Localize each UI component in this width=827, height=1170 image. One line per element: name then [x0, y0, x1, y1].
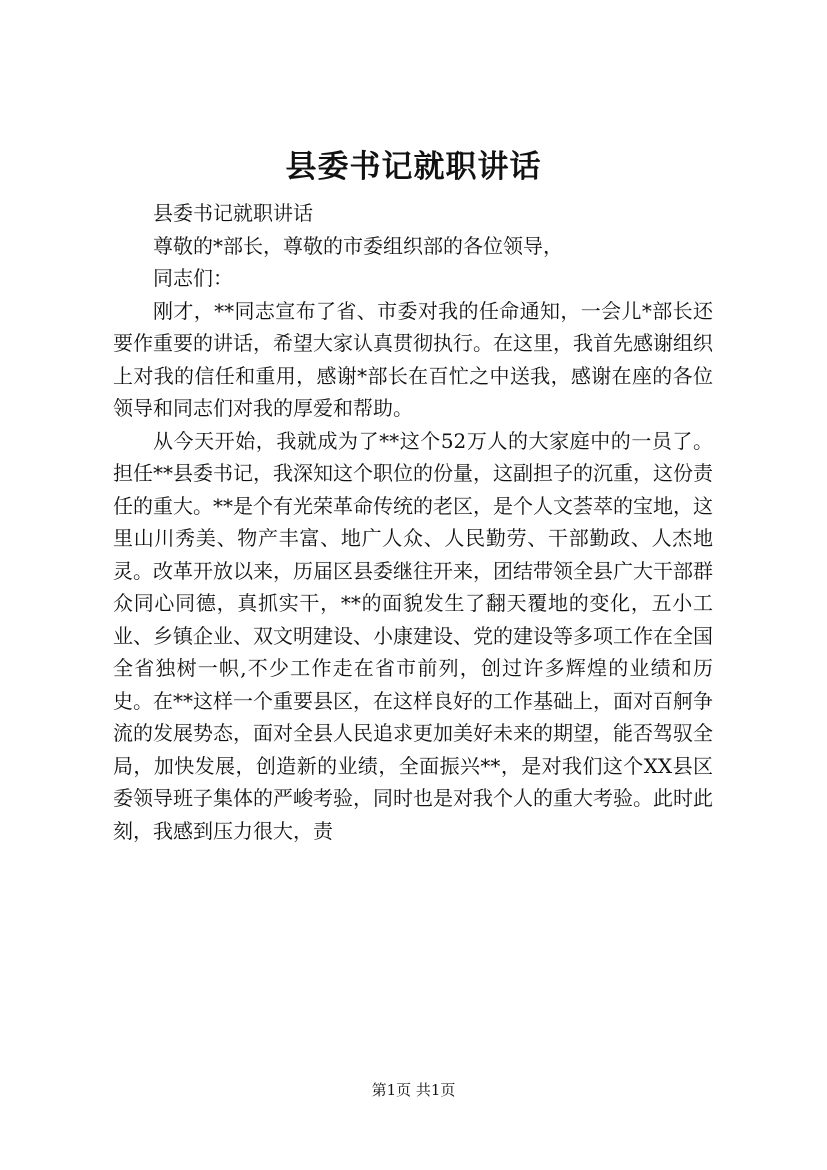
salutation-line: 尊敬的*部长，尊敬的市委组织部的各位领导， [153, 233, 563, 258]
salutation-comrades: 同志们： [153, 266, 233, 290]
document-title: 县委书记就职讲话 [285, 149, 542, 185]
document-body [113, 197, 713, 847]
paragraph-2: 从今天开始，我就成为了**这个52万人的大家庭中的一员了。担任**县委书记，我深知这个职位的份量，这副担子的沉重，这份责任的重大。**是个有光荣革命传统的老区，是个人文荟萃的宝地，这里山川秀美、物产丰富、地广人众、人民勤劳、干部勤政、人杰地灵。改革开放以来，历届区县委继往开来，团结带领全县广大干部群众同心同德，真抓实干，**的面貌发生了翻天覆地的变化，五小工业、乡镇企业、双文明建设、小康建设、党的建设等多项工作在全国全省独树一帜,不少工作走在省市前列，创过许多辉煌的业绩和历史。在**这样一个重要县区，在这样良好的工作基础上，面对百舸争流的发展势态，面对全县人民追求更加美好未来的期望，能否驾驭全局，加快发展，创造新的业绩，全面振兴**，是对我们这个XX县区委领导班子集体的严峻考验，同时也是对我个人的重大考验。此时此刻，我感到压力很大，责 [113, 428, 713, 843]
page-footer: 第1页 共1页 [371, 1081, 456, 1099]
subtitle-line: 县委书记就职讲话 [153, 201, 313, 225]
paragraph-1: 刚才，**同志宣布了省、市委对我的任命通知，一会儿*部长还要作重要的讲话，希望大家认真贯彻执行。在这里，我首先感谢组织上对我的信任和重用，感谢*部长在百忙之中送我，感谢在座的各位领导和同志们对我的厚爱和帮助。 [113, 298, 713, 420]
